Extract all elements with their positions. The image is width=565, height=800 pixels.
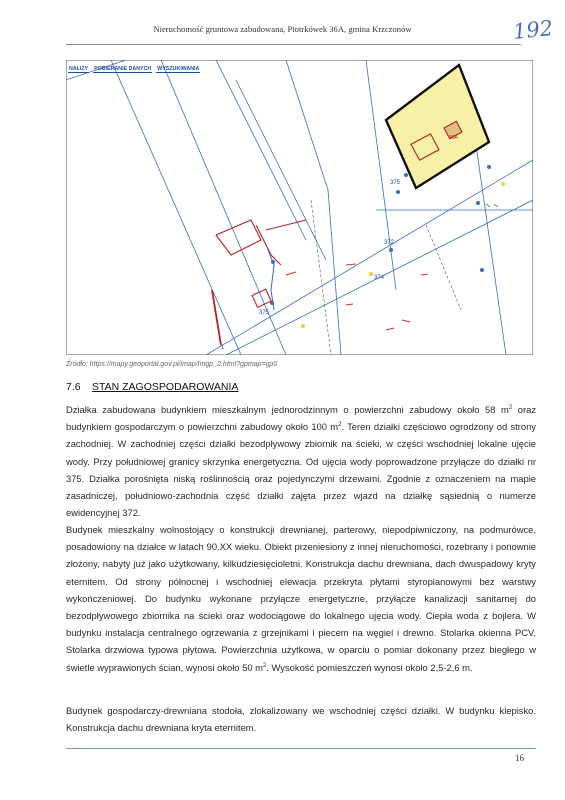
toolbar-item-analysis[interactable]: NALIZY bbox=[69, 66, 89, 72]
header-rule bbox=[66, 44, 521, 45]
cadastral-map bbox=[66, 60, 533, 355]
section-number: 7.6 bbox=[66, 381, 81, 393]
parcel-label: 1 bbox=[221, 345, 225, 351]
map-drawing bbox=[66, 60, 533, 355]
parcel-label: 372 bbox=[384, 240, 395, 246]
page-number: 16 bbox=[515, 753, 524, 763]
paragraph-plot-description: Działka zabudowana budynkiem mieszkalnym jednorodzinnym o powierzchni zabudowy około 58 $m^2$ oraz budynkiem gospodarczym o powierzchni zabudowy około 100 $m^2$. Teren działki częściowo ogrodzony od strony zachodniej. W zachodniej części działki bezodpływowy zbiornik na ścieki, w części wschodniej lokalne ujęcie wody. Przy południowej granicy skrzynka energetyczna. Od ujęcia wody poprowadzone przyłącze do działki nr 375. Działka porośnięta niską roślinnością oraz pojedynczymi drzewami. Zgodnie z oznaczeniem na mapie zasadniczej, południowo-zachodnia część działki zajęta przez wjazd na działkę sąsiednią o numerze ewidencyjnej 372. bbox=[66, 404, 537, 519]
parcel-label: 374 bbox=[374, 275, 385, 281]
section-heading bbox=[66, 381, 238, 393]
building-label: 36A bbox=[449, 135, 458, 141]
toolbar-item-download[interactable]: POBIERANIE DANYCH bbox=[94, 66, 152, 72]
footer-rule bbox=[66, 748, 536, 749]
parcel-label: 375 bbox=[390, 180, 401, 186]
map-source-caption: Źródło: https://mapy.geoportal.gov.pl/imap/Imgp_2.html?gpmap=gp0 bbox=[66, 361, 278, 368]
paragraph-barn-description: Budynek gospodarczy-drewniana stodoła, zlokalizowany we wschodniej części działki. W budynku klepisko. Konstrukcja dachu drewniana kryta eternitem. bbox=[66, 705, 536, 734]
paragraph-house-description: Budynek mieszkalny wolnostojący o konstrukcji drewnianej, parterowy, niepodpiwniczony, na podmurówce, posadowiony na działce w latach 90.XX wieku. Obiekt przeniesiony z innej nieruchomości, rozebrany i ponownie złożony, nabyty już jako użytkowany, kilkudziesięcioletni. Konstrukcja dachu drewniana, dach dwuspadowy kryty eternitem. Od strony północnej i wschodniej elewacja przekryta płytami styropianowymi bez warstwy wykończeniowej. Do budynku wykonane przyłącze energetyczne, przyłącze kanalizacji sanitarnej do bezodpływowego zbiornika na ścieki oraz wodociągowe do lokalnego ujęcia wody. Ciepła woda z bojlera. W budynku instalacja centralnego ogrzewania z grzejnikami i piecem na węgiel i drewno. Stolarka okienna PCV. Stolarka drzwiowa typowa płytowa. Powierzchnia użytkowa, w oparciu o pomiar dokonany przez biegłego w świetle wyprawionych ścian, wynosi około 50 $m^2$. Wysokość pomieszczeń wynosi około 2,5-2,6 m. bbox=[66, 524, 536, 673]
map-toolbar bbox=[68, 66, 200, 73]
document-header: Nieruchomość gruntowa zabudowana, Piotrkówek 36A, gmina Krzczonów bbox=[153, 24, 412, 34]
handwritten-page-mark: 192 bbox=[511, 15, 555, 45]
section-title: STAN ZAGOSPODAROWANIA bbox=[92, 381, 239, 393]
toolbar-item-search[interactable]: WYSZUKIWANIA bbox=[157, 66, 200, 72]
parcel-label: 375 bbox=[259, 310, 270, 316]
